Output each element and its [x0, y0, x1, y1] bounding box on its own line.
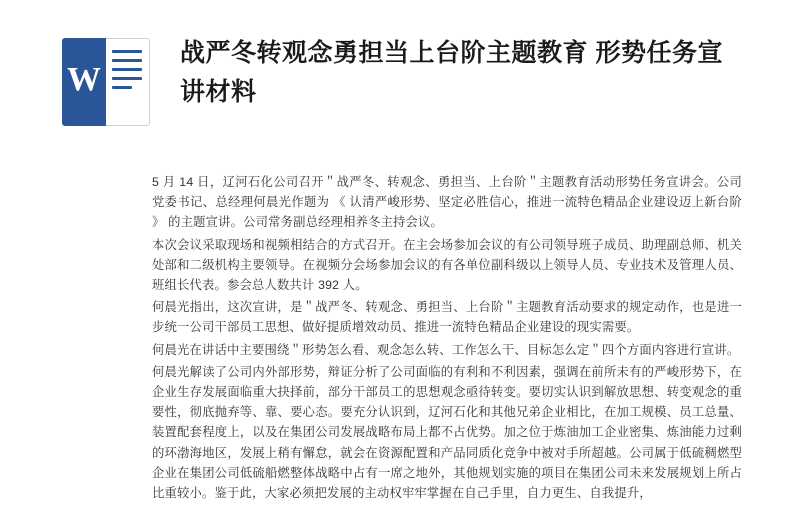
body-paragraph: 何晨光解读了公司内外部形势，辩证分析了公司面临的有利和不利因素，强调在前所未有的严峻形势下，在企业生存发展面临重大抉择前，部分干部员工的思想观念亟待转变。要切实认识到解放思想、转变观念的重要性，彻底抛弃等、靠、要心态。要充分认识到，辽河石化和其他兄弟企业相比，在加工规模、员工总量、装置配套程度上，以及在集团公司发展战略布局上都不占优势。加之位于炼油加工企业密集、炼油能力过剩的环渤海地区，发展上稍有懈怠，就会在资源配置和产品同质化竞争中被对手所超越。公司属于低硫稠燃型企业在集团公司低硫船燃整体战略中占有一席之地外，其他规划实施的项目在集团公司未来发展规划上所占比重较小。鉴于此，大家必须把发展的主动权牢牢掌握在自己手里，自力更生、自我提升， — [152, 364, 742, 501]
word-icon-right-panel — [106, 38, 150, 126]
word-icon-line — [112, 50, 142, 53]
body-paragraph: 5 月 14 日，辽河石化公司召开＂战严冬、转观念、勇担当、上台阶＂主题教育活动形势任务宣讲会。公司党委书记、总经理何晨光作题为 《 认清严峻形势、坚定必胜信心，推进一流特色精品企业建设迈上新台阶 》 的主题宣讲。公司常务副总经理相养冬主持会议。 — [152, 175, 742, 230]
page-title: 战严冬转观念勇担当上台阶主题教育 形势任务宣讲材料 — [180, 39, 723, 106]
document-header — [0, 0, 800, 150]
word-icon-line — [112, 68, 142, 71]
word-icon-line — [112, 59, 142, 62]
word-icon-line — [112, 77, 142, 80]
body-paragraph: 本次会议采取现场和视频相结合的方式召开。在主会场参加会议的有公司领导班子成员、助理副总师、机关处部和二级机构主要领导。在视频分会场参加会议的有各单位副科级以上领导人员、专业技术及管理人员、班组长代表。参会总人数共计 392 人。 — [152, 237, 742, 293]
word-document-icon — [62, 38, 150, 126]
body-paragraph: 何晨光指出，这次宣讲，是＂战严冬、转观念、勇担当、上台阶＂主题教育活动要求的规定动作，也是进一步统一公司干部员工思想、做好提质增效动员、推进一流特色精品企业建设的现实需要。 — [152, 300, 742, 335]
word-icon-left-panel — [62, 38, 106, 126]
word-icon-letter: W — [67, 61, 101, 98]
document-body — [0, 172, 800, 505]
body-paragraph: 何晨光在讲话中主要围绕＂形势怎么看、观念怎么转、工作怎么干、目标怎么定＂四个方面内容进行宣讲。 — [152, 342, 740, 357]
word-icon-line — [112, 86, 132, 89]
